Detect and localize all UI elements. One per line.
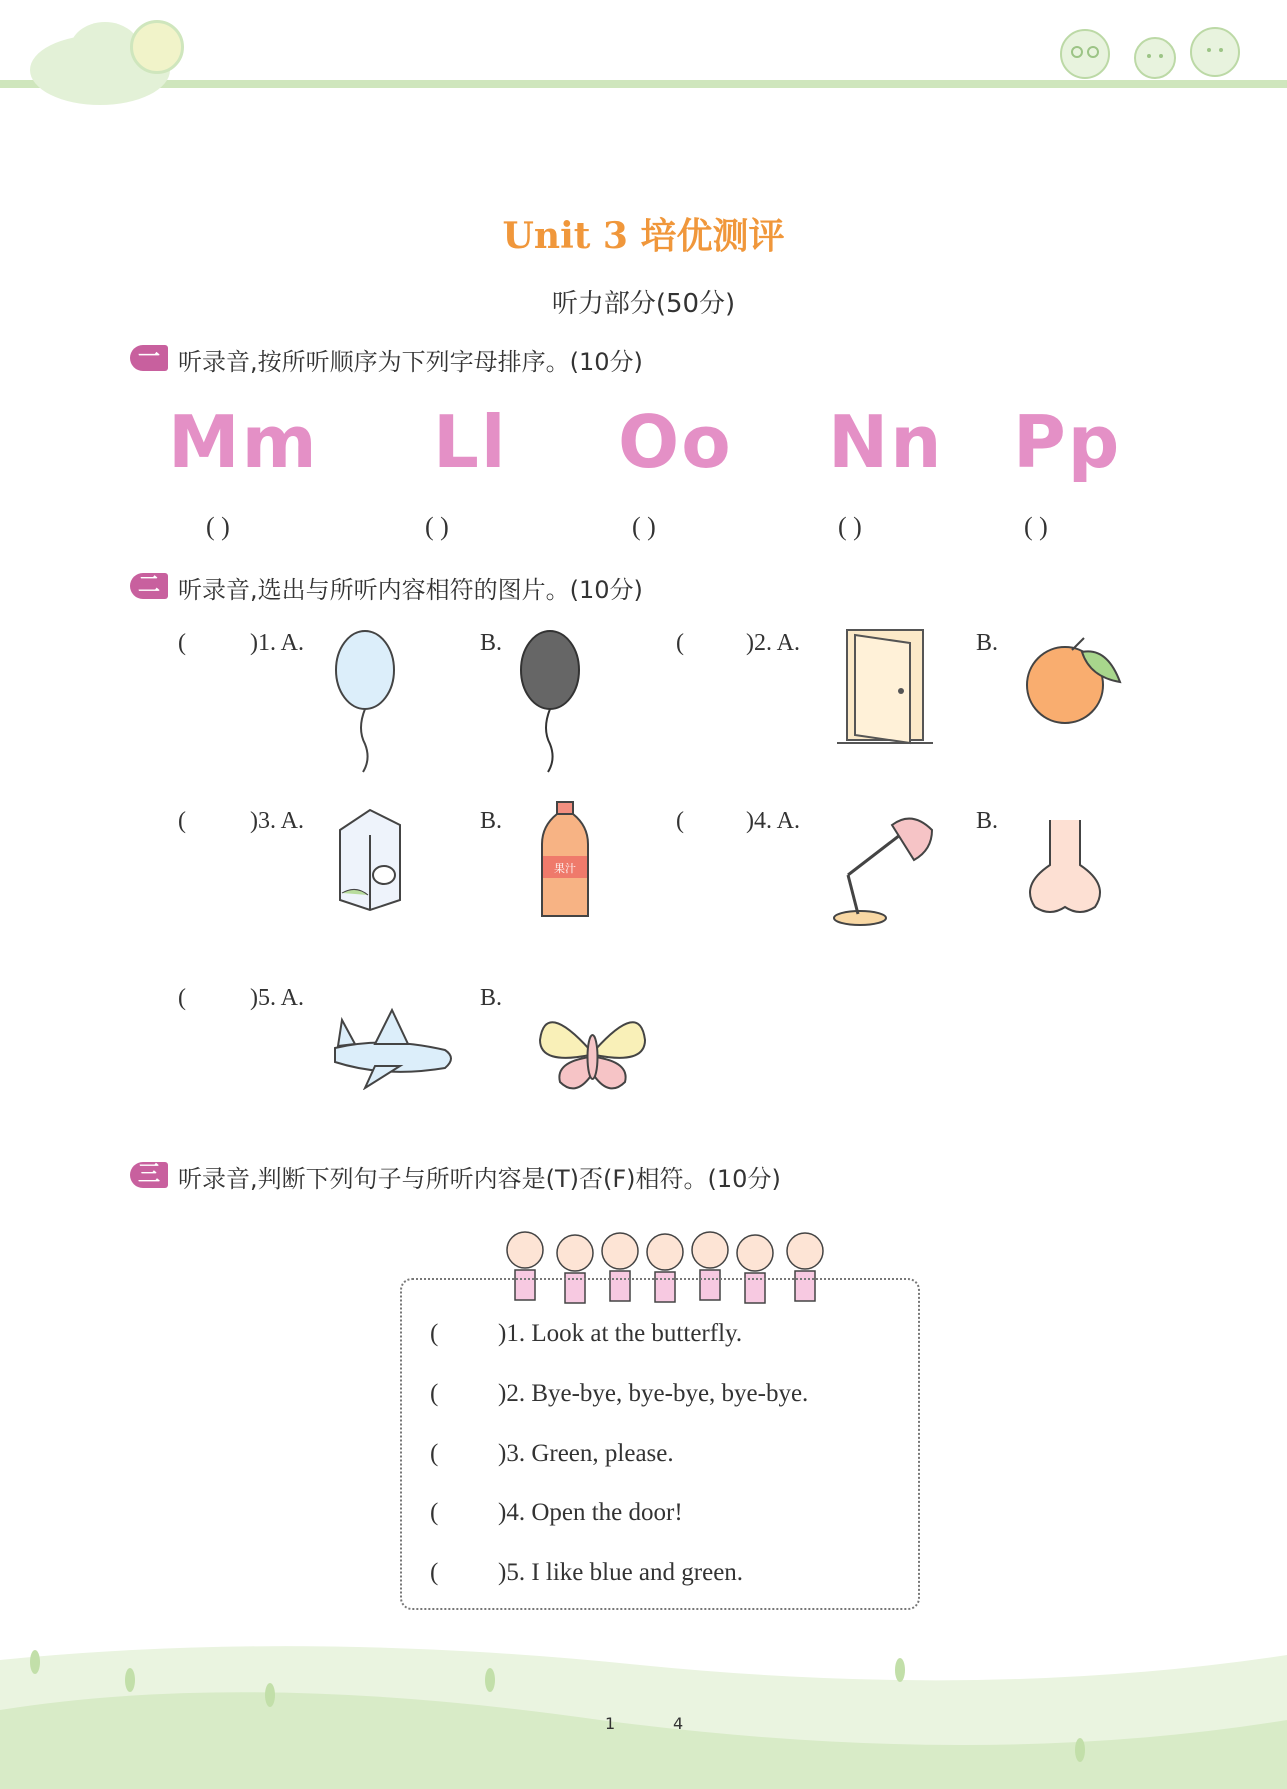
statement-open-paren[interactable]: (: [430, 1559, 439, 1586]
dark-gray-balloon-icon: [515, 625, 585, 775]
statement-item: )3. Green, please.: [498, 1440, 674, 1467]
page-title: Unit 3 培优测评: [502, 215, 785, 257]
statement-open-paren[interactable]: (: [430, 1380, 439, 1407]
statement-item: )2. Bye-bye, bye-bye, bye-bye.: [498, 1380, 809, 1407]
butterfly-icon: [535, 1005, 650, 1095]
sun-icon: [130, 20, 184, 74]
question-number: )3. A.: [250, 808, 304, 834]
letter-card: Pp: [1013, 400, 1122, 484]
question-number: )5. A.: [250, 985, 304, 1011]
page-number: 1: [605, 1714, 616, 1733]
question-number: )1. A.: [250, 630, 304, 656]
statement-item: )1. Look at the butterfly.: [498, 1320, 743, 1347]
statement-open-paren[interactable]: (: [430, 1320, 439, 1347]
section-instruction: 听录音,按所听顺序为下列字母排序。(10分): [178, 348, 643, 376]
option-b-label: B.: [480, 808, 503, 834]
statement-open-paren[interactable]: (: [430, 1440, 439, 1467]
letter-card: Ll: [433, 400, 508, 484]
statement-item: )4. Open the door!: [498, 1499, 683, 1526]
answer-blank[interactable]: ( ): [206, 512, 230, 541]
light-blue-balloon-icon: [330, 625, 400, 775]
section-badge: 一: [130, 345, 168, 371]
footer-hills: [0, 1640, 1287, 1789]
statement-open-paren[interactable]: (: [430, 1499, 439, 1526]
option-b-label: B.: [976, 808, 999, 834]
question-number: )2. A.: [746, 630, 800, 656]
animal-faces-icon: [1055, 20, 1255, 82]
juice-bottle-icon: [535, 800, 595, 925]
question-open-paren[interactable]: (: [676, 630, 684, 656]
question-open-paren[interactable]: (: [178, 808, 186, 834]
option-b-label: B.: [480, 985, 503, 1011]
option-b-label: B.: [480, 630, 503, 656]
question-open-paren[interactable]: (: [178, 985, 186, 1011]
section-instruction: 听录音,判断下列句子与所听内容是(T)否(F)相符。(10分): [178, 1165, 781, 1193]
letter-card: Nn: [828, 400, 944, 484]
desk-lamp-icon: [830, 810, 940, 930]
option-b-label: B.: [976, 630, 999, 656]
page-number: 4: [673, 1714, 684, 1733]
section-instruction: 听录音,选出与所听内容相符的图片。(10分): [178, 576, 643, 604]
question-number: )4. A.: [746, 808, 800, 834]
section-badge: 三: [130, 1162, 168, 1188]
nose-icon: [1020, 815, 1110, 915]
question-open-paren[interactable]: (: [178, 630, 186, 656]
letter-card: Mm: [168, 400, 319, 484]
answer-blank[interactable]: ( ): [425, 512, 449, 541]
juice-label: 果汁: [554, 862, 576, 875]
section-badge: 二: [130, 573, 168, 599]
airplane-icon: [330, 1000, 460, 1090]
answer-blank[interactable]: ( ): [1024, 512, 1048, 541]
question-open-paren[interactable]: (: [676, 808, 684, 834]
answer-blank[interactable]: ( ): [838, 512, 862, 541]
orange-icon: [1020, 630, 1130, 730]
statement-item: )5. I like blue and green.: [498, 1559, 744, 1586]
answer-blank[interactable]: ( ): [632, 512, 656, 541]
milk-carton-icon: [330, 805, 410, 915]
letter-card: Oo: [618, 400, 733, 484]
door-icon: [835, 625, 935, 750]
page-subtitle: 听力部分(50分): [551, 289, 736, 319]
